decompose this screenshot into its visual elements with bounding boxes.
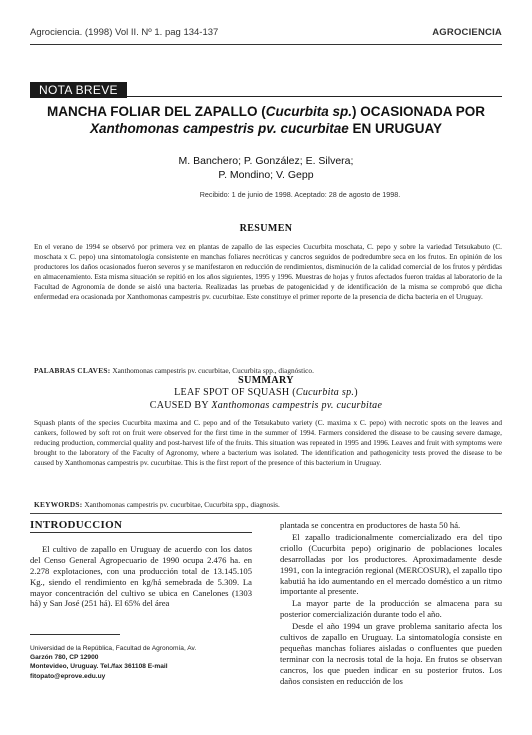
resumen-text: En el verano de 1994 se observó por primera vez en plantas de zapallo de las especies Cucurbita moschata, C. pepo y sobre la variedad Tetsukabuto (C. moschata x C. pepo) una sintomatología consistente en manchas foliares necróticas y cancros seguidos de podredumbre seca en los frutos. En opinión de los productores los daños ocasionados fueron severos y se manifestaron en reducción de rendimientos, disminución de la calidad comercial de los frutos y pérdidas en almacenamiento. Esta misma situación se repitió en los años siguientes, 1995 y 1996. Muestras de hojas y frutos afectados fueron traídas al laboratorio de la Facultad de Agronomía de donde se aisló una bacteria. Realizadas las pruebas de patogenicidad y de identificación de la misma se comprobó que dicha enfermedad era ocasionada por Xanthomonas campestris pv. cucurbitae. Este constituye el primer reporte de la presencia de dicha bacteria en el Uruguay. — [34, 242, 502, 301]
footnote-line-1: Universidad de la República, Facultad de Agronomía, Av. — [30, 645, 197, 652]
body-column-right — [280, 520, 502, 688]
footnote-line-2: Garzón 780, CP 12900 — [30, 654, 99, 662]
title-line-1: MANCHA FOLIAR DEL ZAPALLO (Cucurbita sp.) OCASIONADA POR — [46, 104, 485, 119]
summary-title-line-1: LEAF SPOT OF SQUASH (Cucurbita sp.) — [174, 387, 358, 398]
abstract-rule — [30, 513, 502, 514]
journal-citation: Agrociencia. (1998) Vol II. Nº 1. pag 134-137 — [30, 27, 219, 38]
received-dates: Recibido: 1 de junio de 1998. Aceptado: 28 de agosto de 1998. — [199, 190, 401, 199]
article-title — [30, 103, 502, 137]
authors-line-1: M. Banchero; P. González; E. Silvera; — [178, 155, 354, 167]
header-rule — [30, 44, 502, 45]
resumen-heading: RESUMEN — [239, 223, 293, 234]
introduccion-heading: INTRODUCCION — [30, 520, 252, 533]
body-column-left — [30, 520, 252, 610]
summary-text: Squash plants of the species Cucurbita maxima and C. pepo and of the Tetsukabuto variety (C. maxima x C. pepo) with necrotic spots on the leaves and cankers, followed by soft rot on fruit were observed for the first time in the summer of 1994. Farmers considered the disease to be causing severe damage, reducing production, commercial quality and post-harvest life of the fruits. This situation was repeated in 1995 and 1996. Leaves and fruit with symptoms were brought to the laboratory of the Faculty of Agronomy, where a bacterium was isolated. The identification and pathogenicity tests proved the disease to be caused by Xanthomonas campestris pv. cucurbitae. This is the first report of the presence of this bacterium in Uruguay. — [34, 418, 502, 467]
journal-name: AGROCIENCIA — [432, 27, 502, 38]
section-banner — [30, 82, 502, 97]
footnote-rule — [30, 634, 120, 635]
running-header — [30, 27, 502, 41]
body-paragraph: Desde el año 1994 un grave problema sanitario afecta los cultivos de zapallo en Uruguay. La sintomatología consiste en pequeñas manchas foliares aisladas o confluentes que pueden terminar con la necrosis total de la hoja. En frutos se observan cancros, los que pueden indicar en su posterior frutos. Los daños consisten en reducción de los — [280, 621, 502, 686]
title-line-2: Xanthomonas campestris pv. cucurbitae EN URUGUAY — [89, 121, 443, 136]
keywords: KEYWORDS: Xanthomonas campestris pv. cucurbitae, Cucurbita spp., diagnosis. — [34, 500, 280, 509]
authors-line-2: P. Mondino; V. Gepp — [218, 169, 314, 181]
body-paragraph: El cultivo de zapallo en Uruguay de acuerdo con los datos del Censo General Agropecuario de 1990 ocupa 2.476 ha. en 2.278 explotaciones, con una producción total de 13.145.105 Kg., siendo el rendimiento en kg/há semebrada de 5.309. La mayor concentración del cultivo se ubica en Canelones (1303 há) y San José (251 há). El 65% del área — [30, 543, 252, 609]
authors — [60, 154, 472, 182]
body-paragraph: La mayor parte de la producción se almacena para su posterior comercialización durante todo el año. — [280, 598, 502, 620]
footnote-email: fitopato@eprove.edu.uy — [30, 672, 106, 680]
body-paragraph: plantada se concentra en productores de hasta 50 há. — [280, 520, 461, 530]
summary-title-line-2: CAUSED BY Xanthomonas campestris pv. cucurbitae — [149, 400, 383, 411]
summary-heading: SUMMARY — [238, 375, 294, 386]
affiliation-footnote — [30, 644, 252, 681]
footnote-line-3: Montevideo, Uruguay. Tel./fax 361108 E-mail — [30, 663, 168, 671]
palabras-claves: PALABRAS CLAVES: Xanthomonas campestris pv. cucurbitae, Cucurbita spp., diagnóstico. — [34, 366, 314, 375]
nota-breve-tag: NOTA BREVE — [30, 82, 127, 98]
body-paragraph: El zapallo tradicionalmente comercializado era del tipo criollo (Cucurbita pepo) originario de poblaciones locales desarrolladas por los productores. Aproximadamente desde 1991, con la integración regional (MERCOSUR), el zapallo tipo kabutiá ha ido aumentando en el mercado doméstico a un ritmo importante al presente. — [280, 531, 502, 597]
